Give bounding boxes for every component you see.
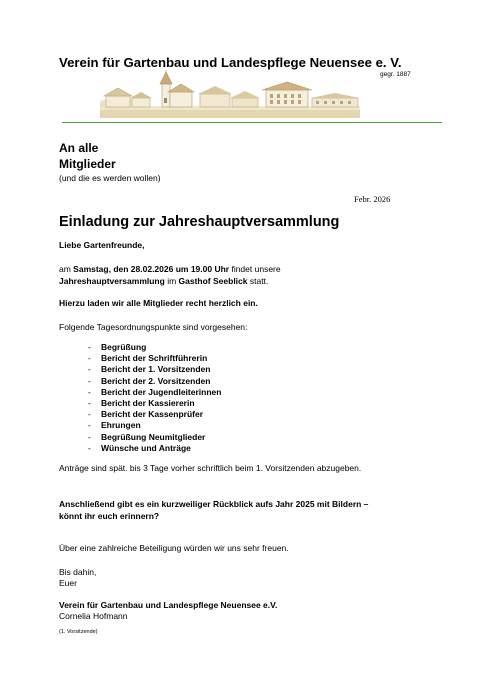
salutation: Liebe Gartenfreunde,	[59, 240, 145, 250]
meeting-text: im	[164, 276, 179, 286]
signature-org: Verein für Gartenbau und Landespflege Neuensee e.V.	[59, 600, 278, 610]
invite-line: Hierzu laden wir alle Mitglieder recht herzlich ein.	[59, 298, 258, 308]
agenda-list	[88, 342, 221, 454]
agenda-item-label: Bericht der Kassenprüfer	[101, 409, 204, 420]
agenda-item	[88, 364, 221, 375]
header-divider	[62, 122, 442, 123]
agenda-dash: -	[88, 353, 91, 364]
agenda-item	[88, 432, 221, 443]
agenda-dash: -	[88, 420, 91, 431]
agenda-item-label: Bericht der Jugendleiterinnen	[101, 386, 222, 397]
meeting-text: findet unsere	[229, 264, 281, 274]
agenda-item-label: Bericht der Schriftführerin	[101, 353, 208, 364]
agenda-dash: -	[88, 431, 91, 442]
org-title: Verein für Gartenbau und Landespflege Neuensee e. V.	[59, 55, 402, 70]
agenda-item	[88, 376, 221, 387]
agenda-item-label: Begrüßung Neumitglieder	[101, 431, 206, 442]
meeting-line-2	[59, 276, 268, 288]
agenda-dash: -	[88, 442, 91, 453]
agenda-dash: -	[88, 342, 91, 352]
letter-date: Febr. 2026	[354, 194, 391, 204]
agenda-item-label: Wünsche und Anträge	[101, 442, 191, 453]
meeting-venue: Gasthof Seeblick	[178, 276, 248, 286]
agenda-dash: -	[88, 386, 91, 397]
agenda-item-label: Bericht der 2. Vorsitzenden	[101, 375, 211, 386]
agenda-item-label: Bericht der Kassiererin	[101, 398, 195, 409]
closing-line-2: Euer	[59, 578, 77, 588]
agenda-item-label: Bericht der 1. Vorsitzenden	[101, 364, 211, 375]
meeting-text: am	[59, 264, 74, 274]
agenda-dash: -	[88, 364, 91, 375]
recipient-line-3: (und die es werden wollen)	[59, 173, 161, 183]
motions-note: Anträge sind spät. bis 3 Tage vorher schriftlich beim 1. Vorsitzenden abzugeben.	[59, 463, 362, 473]
agenda-item-label: Ehrungen	[101, 420, 141, 431]
meeting-line-1	[59, 264, 281, 276]
signature-name: Cornelia Hofmann	[59, 611, 128, 621]
meeting-datetime: Samstag, den 28.02.2026 um 19.00 Uhr	[73, 264, 230, 274]
village-illustration	[100, 70, 360, 118]
closing-line-1: Bis dahin,	[59, 567, 97, 577]
founded-year: gegr. 1887	[380, 71, 411, 78]
signature-role: (1. Vorsitzende)	[59, 629, 98, 635]
recipient-line-2: Mitglieder	[59, 157, 116, 171]
agenda-item	[88, 353, 221, 364]
agenda-dash: -	[88, 398, 91, 409]
review-line-2: könnt ihr euch erinnern?	[59, 511, 160, 521]
agenda-item	[88, 420, 221, 431]
village-drawing	[100, 70, 360, 118]
agenda-item	[88, 398, 221, 409]
agenda-item	[88, 443, 221, 454]
agenda-dash: -	[88, 375, 91, 386]
meeting-text: statt.	[247, 276, 269, 286]
review-line-1: Anschließend gibt es ein kurzweiliger Rückblick aufs Jahr 2025 mit Bildern –	[59, 499, 369, 509]
agenda-dash: -	[88, 409, 91, 420]
agenda-item	[88, 342, 221, 353]
agenda-item	[88, 387, 221, 398]
agenda-intro: Folgende Tagesordnungspunkte sind vorgesehen:	[59, 322, 248, 332]
meeting-event: Jahreshauptversammlung	[59, 276, 165, 286]
agenda-item	[88, 409, 221, 420]
participation-line: Über eine zahlreiche Beteiligung würden wir uns sehr freuen.	[59, 543, 289, 553]
letter-heading: Einladung zur Jahreshauptversammlung	[59, 214, 340, 230]
recipient-line-1: An alle	[59, 141, 99, 155]
agenda-item-label: Begrüßung	[101, 342, 147, 352]
